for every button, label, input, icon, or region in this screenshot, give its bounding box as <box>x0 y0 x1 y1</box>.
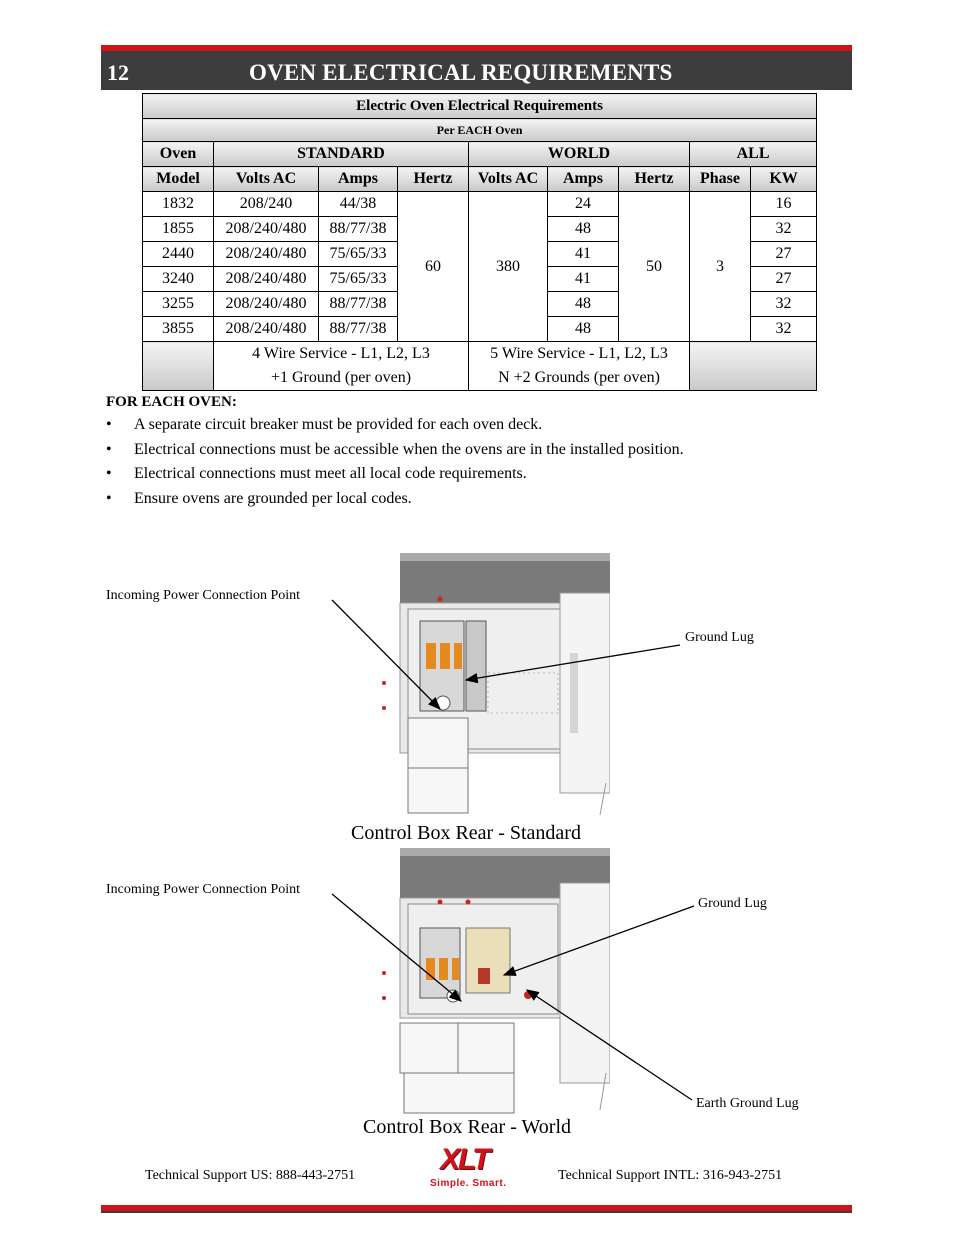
list-item: • Ensure ovens are grounded per local codes. <box>106 487 684 512</box>
phase-cell: 3 <box>690 192 751 342</box>
list-item: • A separate circuit breaker must be provided for each oven deck. <box>106 413 684 438</box>
model-cell: 1832 <box>143 192 214 217</box>
model-cell: 3255 <box>143 292 214 317</box>
standard-note-line2: +1 Ground (per oven) <box>270 369 412 386</box>
model-header: Model <box>143 167 214 192</box>
column-header: Hertz <box>619 167 690 192</box>
world-amps-cell: 48 <box>548 317 619 342</box>
world-volts-cell: 380 <box>469 192 548 342</box>
std-volts-cell: 208/240/480 <box>214 267 319 292</box>
callout-incoming-power-world: Incoming Power Connection Point <box>106 882 301 897</box>
world-hertz-cell: 50 <box>619 192 690 342</box>
callout-earth-ground-lug: Earth Ground Lug <box>696 1096 799 1111</box>
oven-header-top: Oven <box>143 142 214 167</box>
caption-standard: Control Box Rear - Standard <box>351 822 581 844</box>
column-header: Amps <box>319 167 398 192</box>
standard-note-line1: 4 Wire Service - L1, L2, L3 <box>252 345 430 362</box>
footer-rule <box>101 1205 852 1213</box>
kw-cell: 16 <box>751 192 817 217</box>
std-amps-cell: 75/65/33 <box>319 267 398 292</box>
kw-cell: 27 <box>751 267 817 292</box>
callout-ground-lug-standard: Ground Lug <box>685 630 754 645</box>
column-header: Volts AC <box>214 167 319 192</box>
world-note-line2: N +2 Grounds (per oven) <box>498 369 660 386</box>
caption-world: Control Box Rear - World <box>363 1116 571 1138</box>
world-amps-cell: 41 <box>548 267 619 292</box>
callout-incoming-power-standard: Incoming Power Connection Point <box>106 588 301 603</box>
kw-cell: 32 <box>751 317 817 342</box>
std-amps-cell: 44/38 <box>319 192 398 217</box>
logo-wordmark: XLT <box>440 1143 489 1176</box>
column-header: Phase <box>690 167 751 192</box>
support-us-phone: Technical Support US: 888-443-2751 <box>145 1168 356 1183</box>
section-number: 12 <box>107 60 129 85</box>
table-subtitle: Per EACH Oven <box>143 119 817 142</box>
section-title: OVEN ELECTRICAL REQUIREMENTS <box>249 60 673 85</box>
column-header: Amps <box>548 167 619 192</box>
model-cell: 2440 <box>143 242 214 267</box>
std-amps-cell: 88/77/38 <box>319 292 398 317</box>
world-group-header: WORLD <box>469 142 690 167</box>
column-header: Volts AC <box>469 167 548 192</box>
standard-group-header: STANDARD <box>214 142 469 167</box>
std-volts-cell: 208/240/480 <box>214 292 319 317</box>
list-item: • Electrical connections must be accessible when the ovens are in the installed position. <box>106 438 684 463</box>
std-volts-cell: 208/240/480 <box>214 217 319 242</box>
std-amps-cell: 88/77/38 <box>319 317 398 342</box>
std-amps-cell: 75/65/33 <box>319 242 398 267</box>
model-cell: 1855 <box>143 217 214 242</box>
std-hertz-cell: 60 <box>398 192 469 342</box>
column-header: KW <box>751 167 817 192</box>
list-item: • Electrical connections must meet all local code requirements. <box>106 462 684 487</box>
xlt-logo <box>426 1145 526 1190</box>
world-note-line1: 5 Wire Service - L1, L2, L3 <box>490 345 668 362</box>
world-amps-cell: 24 <box>548 192 619 217</box>
world-amps-cell: 41 <box>548 242 619 267</box>
table-title: Electric Oven Electrical Requirements <box>143 94 817 119</box>
model-cell: 3855 <box>143 317 214 342</box>
instructions-label: FOR EACH OVEN: <box>106 394 237 410</box>
std-volts-cell: 208/240/480 <box>214 317 319 342</box>
kw-cell: 32 <box>751 217 817 242</box>
world-amps-cell: 48 <box>548 292 619 317</box>
column-header: Hertz <box>398 167 469 192</box>
callout-ground-lug-world: Ground Lug <box>698 896 767 911</box>
kw-cell: 32 <box>751 292 817 317</box>
std-volts-cell: 208/240 <box>214 192 319 217</box>
logo-tagline: Simple. Smart. <box>430 1178 507 1189</box>
support-intl-phone: Technical Support INTL: 316-943-2751 <box>558 1168 783 1183</box>
kw-cell: 27 <box>751 242 817 267</box>
std-amps-cell: 88/77/38 <box>319 217 398 242</box>
all-group-header: ALL <box>690 142 817 167</box>
model-cell: 3240 <box>143 267 214 292</box>
world-amps-cell: 48 <box>548 217 619 242</box>
std-volts-cell: 208/240/480 <box>214 242 319 267</box>
